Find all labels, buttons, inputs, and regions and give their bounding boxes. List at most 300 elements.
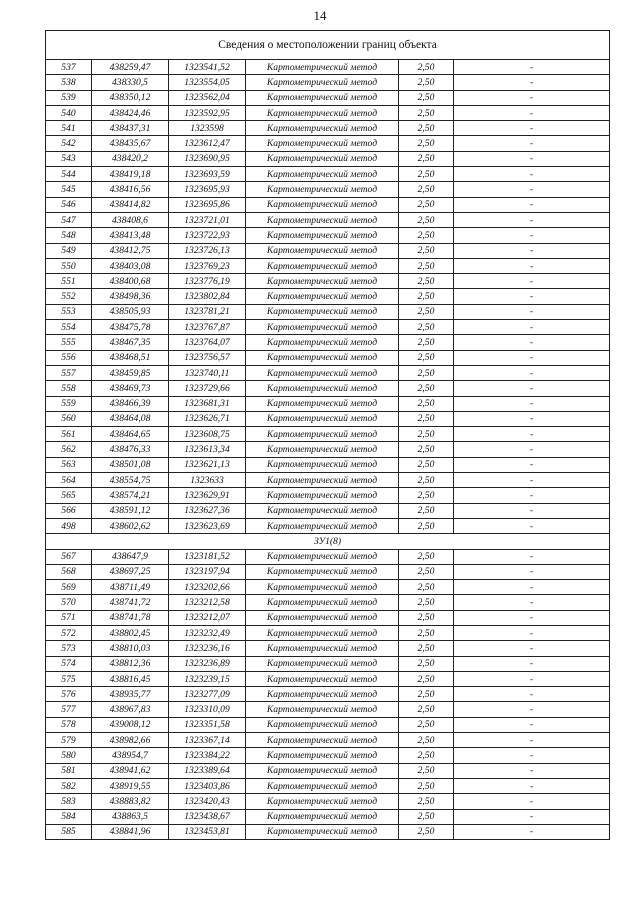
- method-cell: Картометрический метод: [246, 518, 399, 533]
- point-number-cell: 559: [46, 396, 92, 411]
- method-cell: Картометрический метод: [246, 564, 399, 579]
- method-cell: Картометрический метод: [246, 488, 399, 503]
- y-coordinate-cell: 1323726,13: [169, 243, 246, 258]
- table-row: [46, 457, 610, 472]
- table-row: [46, 258, 610, 273]
- point-number-cell: 556: [46, 350, 92, 365]
- table-row: [46, 228, 610, 243]
- description-cell: -: [454, 580, 610, 595]
- table-row: [46, 442, 610, 457]
- description-cell: -: [454, 90, 610, 105]
- point-number-cell: 568: [46, 564, 92, 579]
- y-coordinate-cell: 1323453,81: [169, 824, 246, 839]
- method-cell: Картометрический метод: [246, 717, 399, 732]
- method-cell: Картометрический метод: [246, 396, 399, 411]
- x-coordinate-cell: 438935,77: [92, 687, 169, 702]
- x-coordinate-cell: 438602,62: [92, 518, 169, 533]
- y-coordinate-cell: 1323562,04: [169, 90, 246, 105]
- table-row: [46, 320, 610, 335]
- table-row: [46, 396, 610, 411]
- description-cell: -: [454, 809, 610, 824]
- x-coordinate-cell: 438469,73: [92, 381, 169, 396]
- point-number-cell: 566: [46, 503, 92, 518]
- table-row: [46, 733, 610, 748]
- description-cell: -: [454, 304, 610, 319]
- table-row: [46, 595, 610, 610]
- x-coordinate-cell: 438967,83: [92, 702, 169, 717]
- accuracy-cell: 2,50: [399, 763, 454, 778]
- x-coordinate-cell: 438416,56: [92, 182, 169, 197]
- point-number-cell: 584: [46, 809, 92, 824]
- description-cell: -: [454, 136, 610, 151]
- point-number-cell: 569: [46, 580, 92, 595]
- y-coordinate-cell: 1323767,87: [169, 320, 246, 335]
- accuracy-cell: 2,50: [399, 411, 454, 426]
- point-number-cell: 563: [46, 457, 92, 472]
- accuracy-cell: 2,50: [399, 304, 454, 319]
- method-cell: Картометрический метод: [246, 320, 399, 335]
- table-row: [46, 289, 610, 304]
- table-section-header: [46, 534, 610, 549]
- method-cell: Картометрический метод: [246, 748, 399, 763]
- description-cell: -: [454, 75, 610, 90]
- table-row: [46, 473, 610, 488]
- description-cell: -: [454, 687, 610, 702]
- description-cell: -: [454, 151, 610, 166]
- accuracy-cell: 2,50: [399, 610, 454, 625]
- x-coordinate-cell: 438647,9: [92, 549, 169, 564]
- y-coordinate-cell: 1323695,86: [169, 197, 246, 212]
- description-cell: -: [454, 442, 610, 457]
- method-cell: Картометрический метод: [246, 258, 399, 273]
- method-cell: Картометрический метод: [246, 121, 399, 136]
- table-row: [46, 763, 610, 778]
- description-cell: -: [454, 411, 610, 426]
- description-cell: -: [454, 274, 610, 289]
- y-coordinate-cell: 1323690,95: [169, 151, 246, 166]
- description-cell: -: [454, 320, 610, 335]
- y-coordinate-cell: 1323236,16: [169, 641, 246, 656]
- accuracy-cell: 2,50: [399, 564, 454, 579]
- description-cell: -: [454, 105, 610, 120]
- method-cell: Картометрический метод: [246, 778, 399, 793]
- method-cell: Картометрический метод: [246, 228, 399, 243]
- point-number-cell: 575: [46, 671, 92, 686]
- description-cell: -: [454, 641, 610, 656]
- x-coordinate-cell: 438412,75: [92, 243, 169, 258]
- table-row: [46, 748, 610, 763]
- method-cell: Картометрический метод: [246, 503, 399, 518]
- accuracy-cell: 2,50: [399, 427, 454, 442]
- table-row: [46, 60, 610, 75]
- method-cell: Картометрический метод: [246, 763, 399, 778]
- x-coordinate-cell: 438435,67: [92, 136, 169, 151]
- table-row: [46, 564, 610, 579]
- x-coordinate-cell: 438414,82: [92, 197, 169, 212]
- table-row: [46, 702, 610, 717]
- x-coordinate-cell: 438408,6: [92, 212, 169, 227]
- x-coordinate-cell: 438330,5: [92, 75, 169, 90]
- x-coordinate-cell: 439008,12: [92, 717, 169, 732]
- method-cell: Картометрический метод: [246, 824, 399, 839]
- method-cell: Картометрический метод: [246, 350, 399, 365]
- x-coordinate-cell: 438982,66: [92, 733, 169, 748]
- point-number-cell: 541: [46, 121, 92, 136]
- accuracy-cell: 2,50: [399, 625, 454, 640]
- y-coordinate-cell: 1323351,58: [169, 717, 246, 732]
- x-coordinate-cell: 438437,31: [92, 121, 169, 136]
- point-number-cell: 557: [46, 365, 92, 380]
- y-coordinate-cell: 1323239,15: [169, 671, 246, 686]
- accuracy-cell: 2,50: [399, 396, 454, 411]
- method-cell: Картометрический метод: [246, 90, 399, 105]
- description-cell: -: [454, 595, 610, 610]
- y-coordinate-cell: 1323613,34: [169, 442, 246, 457]
- method-cell: Картометрический метод: [246, 243, 399, 258]
- point-number-cell: 572: [46, 625, 92, 640]
- point-number-cell: 551: [46, 274, 92, 289]
- y-coordinate-cell: 1323598: [169, 121, 246, 136]
- point-number-cell: 498: [46, 518, 92, 533]
- table-row: [46, 105, 610, 120]
- table-row: [46, 488, 610, 503]
- description-cell: -: [454, 121, 610, 136]
- page-number: 14: [313, 8, 327, 23]
- x-coordinate-cell: 438802,45: [92, 625, 169, 640]
- method-cell: Картометрический метод: [246, 182, 399, 197]
- accuracy-cell: 2,50: [399, 442, 454, 457]
- accuracy-cell: 2,50: [399, 320, 454, 335]
- x-coordinate-cell: 438424,46: [92, 105, 169, 120]
- table-row: [46, 671, 610, 686]
- method-cell: Картометрический метод: [246, 197, 399, 212]
- table-row: [46, 212, 610, 227]
- point-number-cell: 538: [46, 75, 92, 90]
- x-coordinate-cell: 438468,51: [92, 350, 169, 365]
- description-cell: -: [454, 258, 610, 273]
- method-cell: Картометрический метод: [246, 656, 399, 671]
- method-cell: Картометрический метод: [246, 381, 399, 396]
- description-cell: -: [454, 671, 610, 686]
- accuracy-cell: 2,50: [399, 687, 454, 702]
- table-row: [46, 182, 610, 197]
- accuracy-cell: 2,50: [399, 778, 454, 793]
- y-coordinate-cell: 1323776,19: [169, 274, 246, 289]
- point-number-cell: 560: [46, 411, 92, 426]
- y-coordinate-cell: 1323781,21: [169, 304, 246, 319]
- method-cell: Картометрический метод: [246, 610, 399, 625]
- table-row: [46, 549, 610, 564]
- y-coordinate-cell: 1323623,69: [169, 518, 246, 533]
- table-row: [46, 610, 610, 625]
- method-cell: Картометрический метод: [246, 580, 399, 595]
- boundary-table-container: [45, 30, 609, 840]
- point-number-cell: 574: [46, 656, 92, 671]
- method-cell: Картометрический метод: [246, 105, 399, 120]
- x-coordinate-cell: 438505,93: [92, 304, 169, 319]
- accuracy-cell: 2,50: [399, 243, 454, 258]
- point-number-cell: 561: [46, 427, 92, 442]
- method-cell: Картометрический метод: [246, 289, 399, 304]
- method-cell: Картометрический метод: [246, 733, 399, 748]
- point-number-cell: 548: [46, 228, 92, 243]
- x-coordinate-cell: 438574,21: [92, 488, 169, 503]
- accuracy-cell: 2,50: [399, 580, 454, 595]
- method-cell: Картометрический метод: [246, 671, 399, 686]
- y-coordinate-cell: 1323722,93: [169, 228, 246, 243]
- description-cell: -: [454, 335, 610, 350]
- x-coordinate-cell: 438741,72: [92, 595, 169, 610]
- y-coordinate-cell: 1323769,23: [169, 258, 246, 273]
- y-coordinate-cell: 1323541,52: [169, 60, 246, 75]
- table-row: [46, 656, 610, 671]
- y-coordinate-cell: 1323277,09: [169, 687, 246, 702]
- description-cell: -: [454, 212, 610, 227]
- point-number-cell: 576: [46, 687, 92, 702]
- x-coordinate-cell: 438816,45: [92, 671, 169, 686]
- accuracy-cell: 2,50: [399, 595, 454, 610]
- point-number-cell: 547: [46, 212, 92, 227]
- x-coordinate-cell: 438259,47: [92, 60, 169, 75]
- table-row: [46, 167, 610, 182]
- point-number-cell: 577: [46, 702, 92, 717]
- point-number-cell: 570: [46, 595, 92, 610]
- point-number-cell: 543: [46, 151, 92, 166]
- y-coordinate-cell: 1323310,09: [169, 702, 246, 717]
- point-number-cell: 583: [46, 794, 92, 809]
- accuracy-cell: 2,50: [399, 488, 454, 503]
- table-row: [46, 151, 610, 166]
- y-coordinate-cell: 1323236,89: [169, 656, 246, 671]
- y-coordinate-cell: 1323729,66: [169, 381, 246, 396]
- x-coordinate-cell: 438467,35: [92, 335, 169, 350]
- x-coordinate-cell: 438464,65: [92, 427, 169, 442]
- table-row: [46, 335, 610, 350]
- description-cell: -: [454, 60, 610, 75]
- point-number-cell: 585: [46, 824, 92, 839]
- y-coordinate-cell: 1323212,07: [169, 610, 246, 625]
- y-coordinate-cell: 1323403,86: [169, 778, 246, 793]
- table-row: [46, 365, 610, 380]
- x-coordinate-cell: 438501,08: [92, 457, 169, 472]
- y-coordinate-cell: 1323629,91: [169, 488, 246, 503]
- table-row: [46, 136, 610, 151]
- description-cell: -: [454, 473, 610, 488]
- description-cell: -: [454, 794, 610, 809]
- table-row: [46, 121, 610, 136]
- description-cell: -: [454, 549, 610, 564]
- table-row: [46, 90, 610, 105]
- y-coordinate-cell: 1323384,22: [169, 748, 246, 763]
- x-coordinate-cell: 438954,7: [92, 748, 169, 763]
- accuracy-cell: 2,50: [399, 90, 454, 105]
- accuracy-cell: 2,50: [399, 212, 454, 227]
- point-number-cell: 571: [46, 610, 92, 625]
- point-number-cell: 565: [46, 488, 92, 503]
- y-coordinate-cell: 1323626,71: [169, 411, 246, 426]
- point-number-cell: 580: [46, 748, 92, 763]
- x-coordinate-cell: 438554,75: [92, 473, 169, 488]
- point-number-cell: 567: [46, 549, 92, 564]
- method-cell: Картометрический метод: [246, 442, 399, 457]
- method-cell: Картометрический метод: [246, 75, 399, 90]
- table-row: [46, 350, 610, 365]
- description-cell: -: [454, 625, 610, 640]
- method-cell: Картометрический метод: [246, 335, 399, 350]
- table-row: [46, 304, 610, 319]
- y-coordinate-cell: 1323389,64: [169, 763, 246, 778]
- x-coordinate-cell: 438464,08: [92, 411, 169, 426]
- accuracy-cell: 2,50: [399, 381, 454, 396]
- method-cell: Картометрический метод: [246, 136, 399, 151]
- accuracy-cell: 2,50: [399, 228, 454, 243]
- x-coordinate-cell: 438350,12: [92, 90, 169, 105]
- accuracy-cell: 2,50: [399, 105, 454, 120]
- description-cell: -: [454, 427, 610, 442]
- y-coordinate-cell: 1323592,95: [169, 105, 246, 120]
- section-row: [46, 534, 610, 549]
- x-coordinate-cell: 438863,5: [92, 809, 169, 824]
- description-cell: -: [454, 197, 610, 212]
- method-cell: Картометрический метод: [246, 809, 399, 824]
- boundary-table: [45, 30, 610, 840]
- table-row: [46, 641, 610, 656]
- method-cell: Картометрический метод: [246, 702, 399, 717]
- method-cell: Картометрический метод: [246, 687, 399, 702]
- x-coordinate-cell: 438420,2: [92, 151, 169, 166]
- accuracy-cell: 2,50: [399, 702, 454, 717]
- method-cell: Картометрический метод: [246, 212, 399, 227]
- point-number-cell: 550: [46, 258, 92, 273]
- x-coordinate-cell: 438466,39: [92, 396, 169, 411]
- y-coordinate-cell: 1323181,52: [169, 549, 246, 564]
- accuracy-cell: 2,50: [399, 121, 454, 136]
- x-coordinate-cell: 438475,78: [92, 320, 169, 335]
- accuracy-cell: 2,50: [399, 733, 454, 748]
- accuracy-cell: 2,50: [399, 60, 454, 75]
- y-coordinate-cell: 1323554,05: [169, 75, 246, 90]
- x-coordinate-cell: 438400,68: [92, 274, 169, 289]
- accuracy-cell: 2,50: [399, 289, 454, 304]
- section-label: ЗУ1(8): [46, 534, 610, 549]
- accuracy-cell: 2,50: [399, 151, 454, 166]
- method-cell: Картометрический метод: [246, 411, 399, 426]
- y-coordinate-cell: 1323612,47: [169, 136, 246, 151]
- method-cell: Картометрический метод: [246, 60, 399, 75]
- y-coordinate-cell: 1323232,49: [169, 625, 246, 640]
- point-number-cell: 581: [46, 763, 92, 778]
- x-coordinate-cell: 438941,62: [92, 763, 169, 778]
- point-number-cell: 554: [46, 320, 92, 335]
- method-cell: Картометрический метод: [246, 457, 399, 472]
- method-cell: Картометрический метод: [246, 365, 399, 380]
- point-number-cell: 553: [46, 304, 92, 319]
- y-coordinate-cell: 1323695,93: [169, 182, 246, 197]
- table-row: [46, 580, 610, 595]
- table-title: Сведения о местоположении границ объекта: [46, 31, 610, 60]
- x-coordinate-cell: 438419,18: [92, 167, 169, 182]
- method-cell: Картометрический метод: [246, 427, 399, 442]
- accuracy-cell: 2,50: [399, 656, 454, 671]
- accuracy-cell: 2,50: [399, 671, 454, 686]
- x-coordinate-cell: 438476,33: [92, 442, 169, 457]
- accuracy-cell: 2,50: [399, 136, 454, 151]
- accuracy-cell: 2,50: [399, 365, 454, 380]
- y-coordinate-cell: 1323721,01: [169, 212, 246, 227]
- table-row: [46, 427, 610, 442]
- point-number-cell: 573: [46, 641, 92, 656]
- point-number-cell: 539: [46, 90, 92, 105]
- description-cell: -: [454, 748, 610, 763]
- y-coordinate-cell: 1323756,57: [169, 350, 246, 365]
- accuracy-cell: 2,50: [399, 182, 454, 197]
- description-cell: -: [454, 702, 610, 717]
- point-number-cell: 545: [46, 182, 92, 197]
- table-title-row: [46, 31, 610, 60]
- description-cell: -: [454, 717, 610, 732]
- table-row: [46, 717, 610, 732]
- description-cell: -: [454, 503, 610, 518]
- y-coordinate-cell: 1323802,84: [169, 289, 246, 304]
- y-coordinate-cell: 1323420,43: [169, 794, 246, 809]
- accuracy-cell: 2,50: [399, 350, 454, 365]
- description-cell: -: [454, 763, 610, 778]
- x-coordinate-cell: 438919,55: [92, 778, 169, 793]
- table-row: [46, 687, 610, 702]
- accuracy-cell: 2,50: [399, 794, 454, 809]
- description-cell: -: [454, 610, 610, 625]
- x-coordinate-cell: 438810,03: [92, 641, 169, 656]
- accuracy-cell: 2,50: [399, 503, 454, 518]
- point-number-cell: 540: [46, 105, 92, 120]
- table-row: [46, 518, 610, 533]
- y-coordinate-cell: 1323367,14: [169, 733, 246, 748]
- description-cell: -: [454, 518, 610, 533]
- description-cell: -: [454, 488, 610, 503]
- table-row: [46, 794, 610, 809]
- description-cell: -: [454, 182, 610, 197]
- point-number-cell: 546: [46, 197, 92, 212]
- table-row: [46, 381, 610, 396]
- point-number-cell: 549: [46, 243, 92, 258]
- x-coordinate-cell: 438459,85: [92, 365, 169, 380]
- table-body-part-2: [46, 549, 610, 840]
- table-row: [46, 75, 610, 90]
- method-cell: Картометрический метод: [246, 595, 399, 610]
- x-coordinate-cell: 438812,36: [92, 656, 169, 671]
- table-row: [46, 197, 610, 212]
- description-cell: -: [454, 733, 610, 748]
- accuracy-cell: 2,50: [399, 717, 454, 732]
- y-coordinate-cell: 1323197,94: [169, 564, 246, 579]
- description-cell: -: [454, 457, 610, 472]
- method-cell: Картометрический метод: [246, 151, 399, 166]
- point-number-cell: 582: [46, 778, 92, 793]
- point-number-cell: 552: [46, 289, 92, 304]
- y-coordinate-cell: 1323438,67: [169, 809, 246, 824]
- accuracy-cell: 2,50: [399, 335, 454, 350]
- x-coordinate-cell: 438403,08: [92, 258, 169, 273]
- accuracy-cell: 2,50: [399, 258, 454, 273]
- description-cell: -: [454, 167, 610, 182]
- point-number-cell: 579: [46, 733, 92, 748]
- x-coordinate-cell: 438841,96: [92, 824, 169, 839]
- accuracy-cell: 2,50: [399, 473, 454, 488]
- accuracy-cell: 2,50: [399, 518, 454, 533]
- description-cell: -: [454, 381, 610, 396]
- point-number-cell: 544: [46, 167, 92, 182]
- y-coordinate-cell: 1323627,36: [169, 503, 246, 518]
